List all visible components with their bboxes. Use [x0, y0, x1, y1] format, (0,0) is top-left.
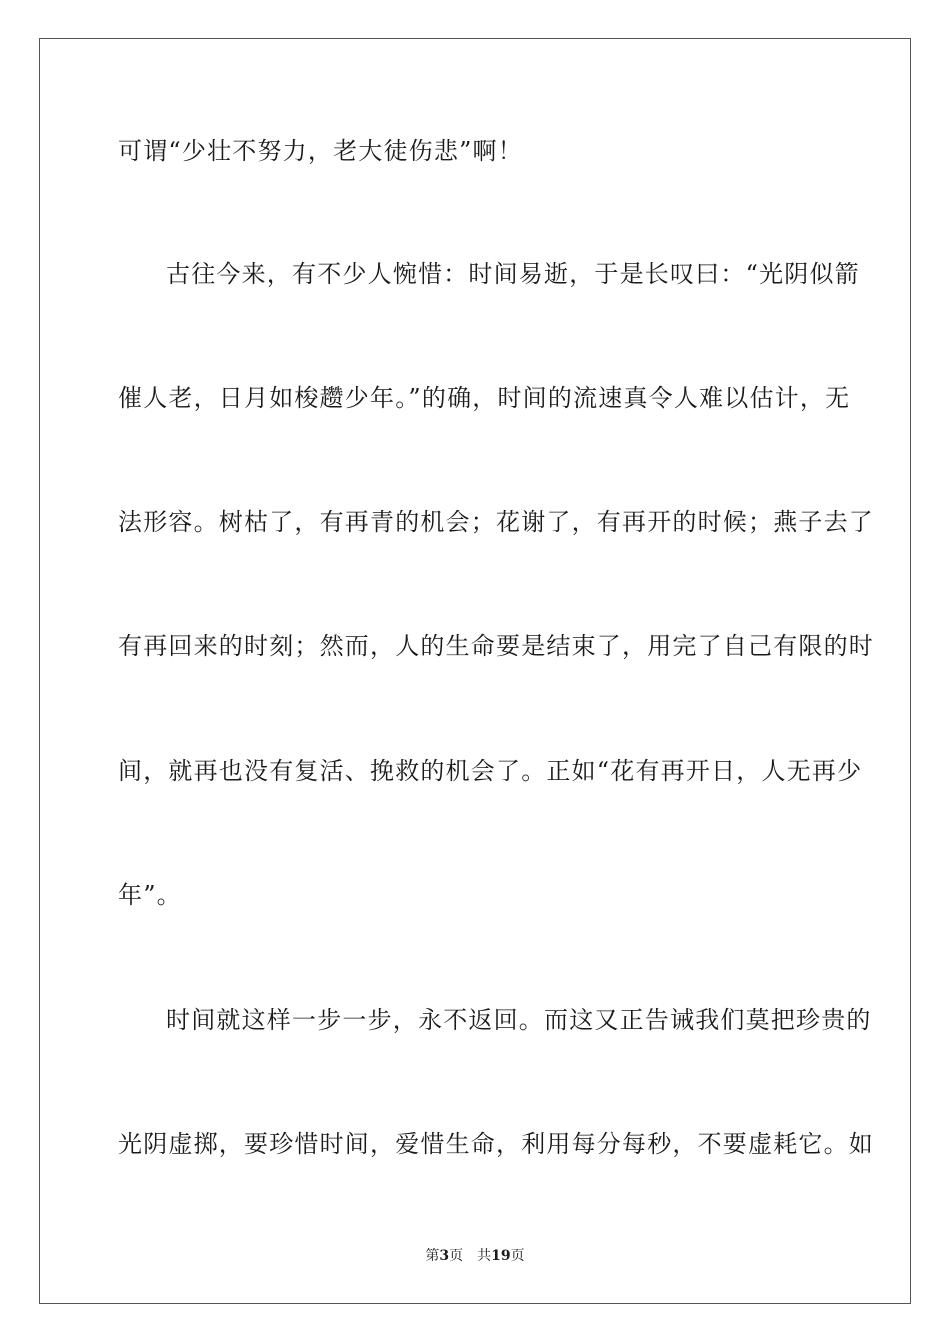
body-line-8: 时间就这样一步一步，永不返回。而这又正告诫我们莫把珍贵的: [166, 1006, 872, 1034]
body-line-1: 可谓“少壮不努力，老大徒伤悲”啊！: [118, 137, 523, 165]
body-line-3: 催人老，日月如梭趱少年。”的确，时间的流速真令人难以估计，无: [118, 384, 851, 412]
body-line-4: 法形容。树枯了，有再青的机会；花谢了，有再开的时候；燕子去了: [118, 508, 874, 536]
body-line-6: 间，就再也没有复活、挽救的机会了。正如“花有再开日，人无再少: [118, 757, 863, 785]
page-footer: [0, 1246, 950, 1266]
page-border: [39, 38, 911, 1304]
footer-page-suffix: 页: [449, 1248, 464, 1264]
body-line-5: 有再回来的时刻；然而，人的生命要是结束了，用完了自己有限的时: [118, 632, 874, 660]
footer-page-number: 3: [439, 1248, 450, 1264]
footer-page-prefix: 第: [425, 1248, 440, 1264]
footer-total-prefix: 共: [477, 1248, 492, 1264]
footer-total-pages: 19: [491, 1248, 511, 1264]
footer-total-suffix: 页: [510, 1248, 525, 1264]
body-line-7: 年”。: [118, 881, 182, 909]
body-line-2: 古往今来，有不少人惋惜：时间易逝，于是长叹曰：“光阴似箭: [166, 260, 860, 288]
body-line-9: 光阴虚掷，要珍惜时间，爱惜生命，利用每分每秒，不要虚耗它。如: [118, 1130, 874, 1158]
